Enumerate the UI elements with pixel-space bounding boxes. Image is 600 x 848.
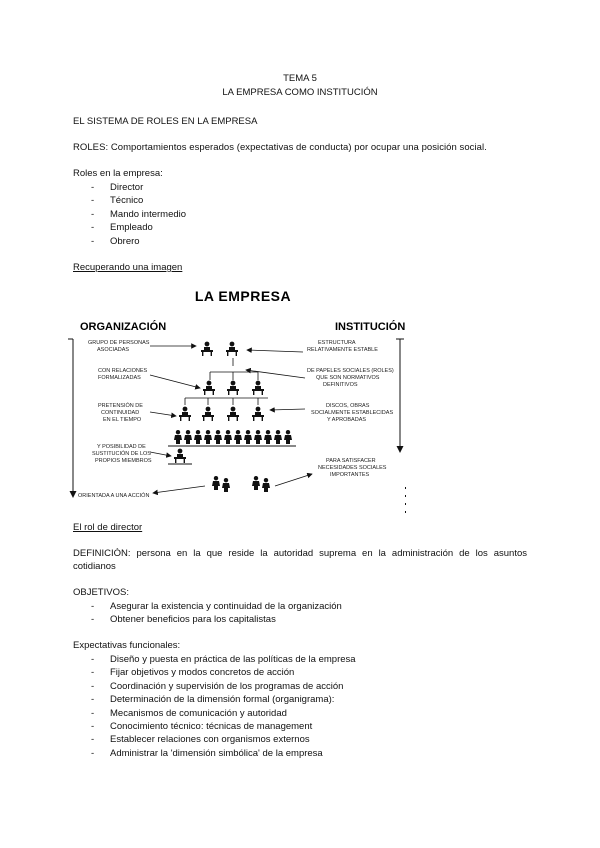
left-label-1-line: ASOCIADAS	[97, 347, 130, 353]
director-heading: El rol de director	[73, 522, 143, 533]
diagram-title: LA EMPRESA	[194, 288, 292, 304]
list-item: - Asegurar la existencia y continuidad de la organización	[91, 600, 342, 613]
list-item: - Técnico	[91, 194, 186, 207]
organizacion-header: ORGANIZACIÓN	[80, 321, 167, 333]
left-label-4-line: PROPIOS MIEMBROS	[95, 458, 152, 464]
right-label-2-line: DEFINITIVOS	[323, 382, 358, 388]
right-label-3-line: SOCIALMENTE ESTABLECIDAS	[311, 410, 394, 416]
left-label-2	[98, 368, 149, 381]
right-label-3-line: DISCOS, OBRAS	[326, 403, 370, 409]
right-label-2-line: DE PAPELES SOCIALES (ROLES)	[307, 368, 394, 374]
objetivos-list	[91, 600, 342, 627]
roles-definition: ROLES: Comportamientos esperados (expectativas de conducta) por ocupar una posición social.	[73, 142, 487, 153]
list-item: - Mando intermedio	[91, 208, 186, 221]
list-item: - Obtener beneficios para los capitalistas	[91, 613, 342, 626]
left-label-1	[88, 340, 151, 353]
director-definition-cont: cotidianos	[73, 561, 116, 572]
section-heading: EL SISTEMA DE ROLES EN LA EMPRESA	[73, 116, 258, 127]
left-label-3-line: PRETENSIÓN DE	[98, 403, 143, 409]
left-label-4-line: Y POSIBILIDAD DE	[97, 444, 146, 450]
list-item: - Obrero	[91, 235, 186, 248]
left-bottom-label: ORIENTADA A UNA ACCIÓN	[78, 493, 150, 499]
objetivos-label: OBJETIVOS:	[73, 587, 129, 598]
pyramid-illustration	[168, 342, 296, 464]
right-label-3-line: Y APROBADAS	[327, 417, 367, 423]
list-item: - Administrar la 'dimensión simbólica' de la empresa	[91, 747, 356, 760]
bottom-figures	[212, 476, 270, 492]
image-heading: Recuperando una imagen	[73, 262, 183, 273]
left-label-2-line: FORMALIZADAS	[98, 375, 141, 381]
list-item: - Establecer relaciones con organismos externos	[91, 733, 356, 746]
right-label-4-line: NECESIDADES SOCIALES	[318, 465, 387, 471]
list-item: - Director	[91, 181, 186, 194]
left-label-3-line: CONTINUIDAD	[101, 410, 140, 416]
roles-list	[91, 181, 186, 248]
roles-intro: Roles en la empresa:	[73, 168, 163, 179]
right-label-2-line: QUE SON NORMATIVOS	[316, 375, 380, 381]
right-label-4-line: IMPORTANTES	[330, 472, 370, 478]
list-item: - Conocimiento técnico: técnicas de management	[91, 720, 356, 733]
list-item: - Fijar objetivos y modos concretos de acción	[91, 666, 356, 679]
institucion-header: INSTITUCIÓN	[335, 321, 406, 333]
page-title: LA EMPRESA COMO INSTITUCIÓN	[222, 87, 378, 98]
left-label-3-line: EN EL TIEMPO	[103, 417, 142, 423]
tema-number: TEMA 5	[283, 73, 317, 84]
expectativas-list	[91, 653, 356, 760]
left-label-2-line: CON RELACIONES	[98, 368, 148, 374]
right-label-4	[318, 458, 388, 478]
right-label-2	[307, 368, 395, 388]
left-label-1-line: GRUPO DE PERSONAS	[88, 340, 150, 346]
list-item: - Coordinación y supervisión de los programas de acción	[91, 680, 356, 693]
right-label-4-line: PARA SATISFACER	[326, 458, 376, 464]
list-item: - Diseño y puesta en práctica de las políticas de la empresa	[91, 653, 356, 666]
director-definition: DEFINICIÓN: persona en la que reside la autoridad suprema en la administración de los asuntos	[73, 548, 527, 559]
list-item: - Determinación de la dimensión formal (organigrama):	[91, 693, 356, 706]
left-label-4-line: SUSTITUCIÓN DE LOS	[92, 451, 151, 457]
right-label-1-line: ESTRUCTURA	[318, 340, 356, 346]
right-label-1	[307, 340, 378, 353]
list-item: - Mecanismos de comunicación y autoridad	[91, 707, 356, 720]
scan-marks	[405, 487, 406, 513]
right-label-3	[311, 403, 395, 423]
right-label-1-line: RELATIVAMENTE ESTABLE	[307, 347, 378, 353]
expectativas-label: Expectativas funcionales:	[73, 640, 181, 651]
left-label-4	[92, 444, 153, 464]
left-label-3	[98, 402, 144, 423]
list-item: - Empleado	[91, 221, 186, 234]
